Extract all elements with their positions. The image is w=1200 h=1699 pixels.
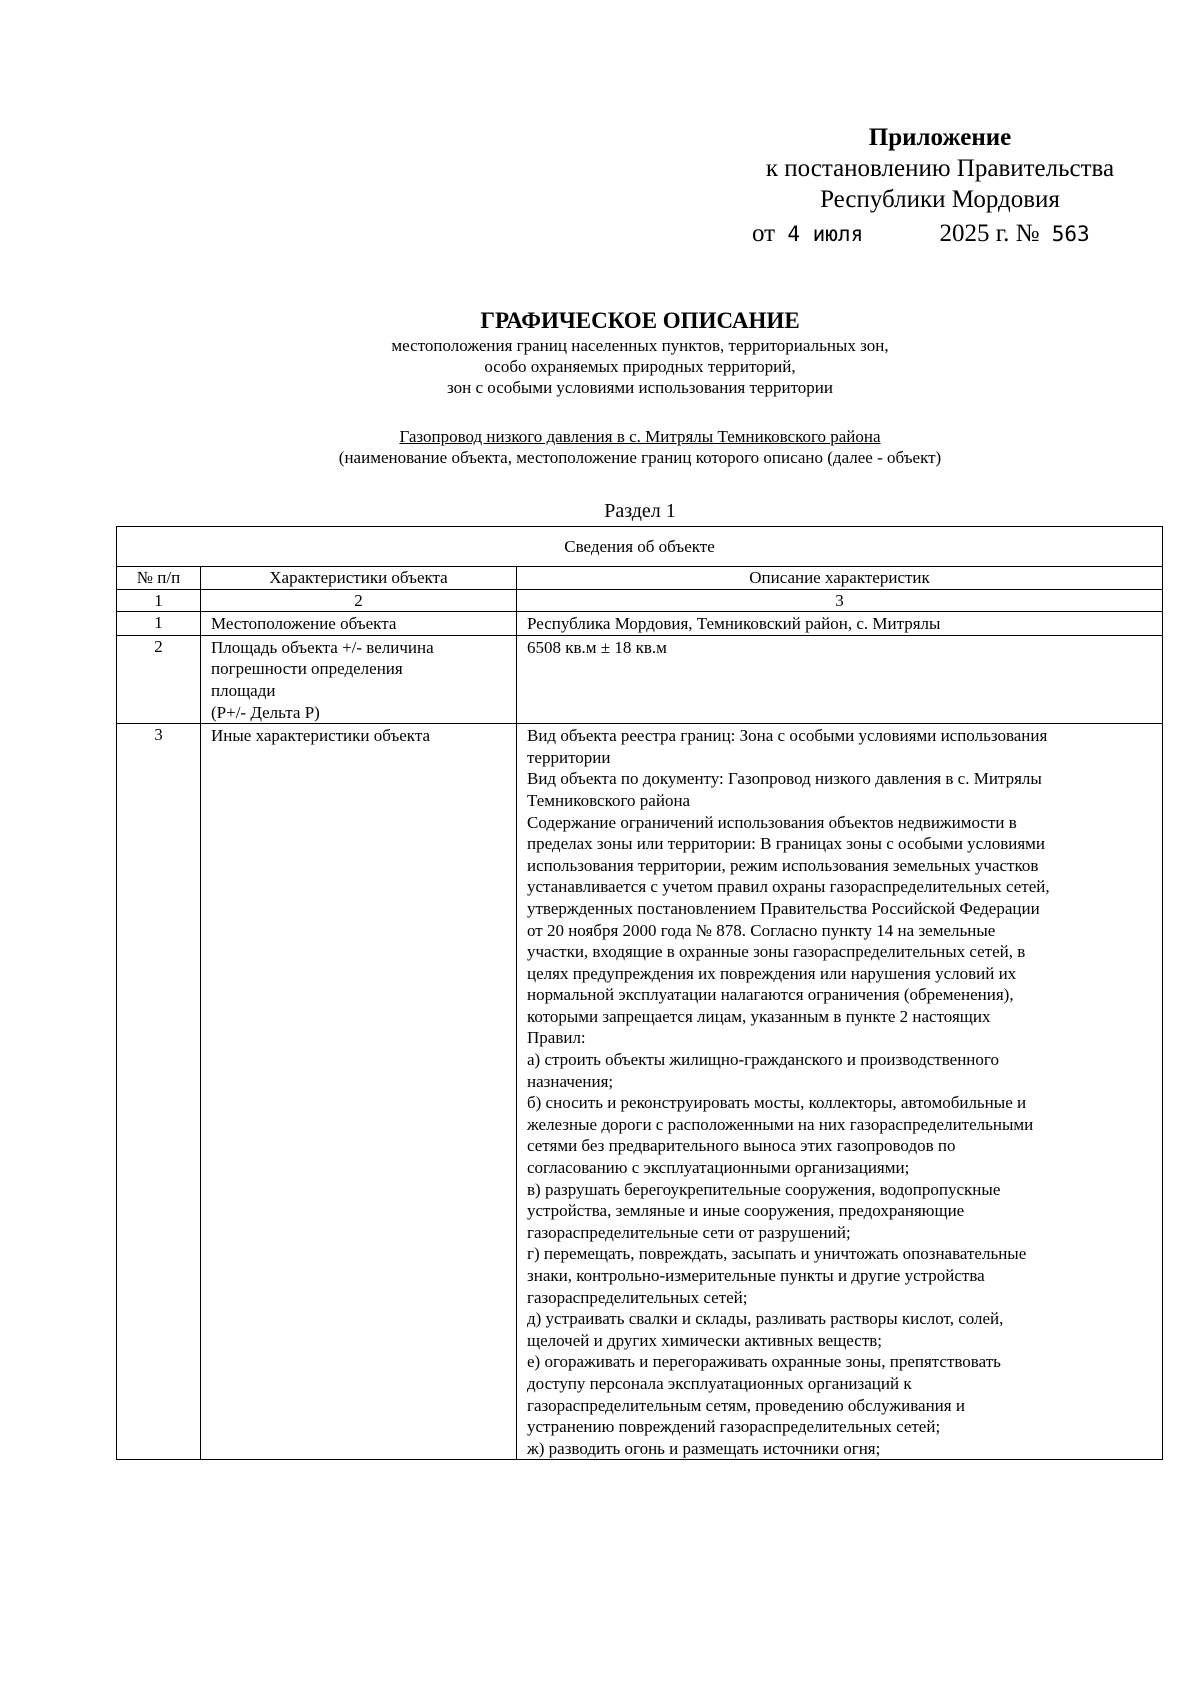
description-line: газораспределительным сетям, проведению обслуживания и <box>527 1395 965 1415</box>
document-title: ГРАФИЧЕСКОЕ ОПИСАНИЕ <box>480 308 800 333</box>
column-number-1: 1 <box>117 589 201 612</box>
description-line: Темниковского района <box>527 790 691 810</box>
characteristic-line: (P+/- Дельта P) <box>211 702 320 722</box>
description-line: 6508 кв.м ± 18 кв.м <box>527 637 667 657</box>
table-row <box>117 724 1163 1460</box>
description-line: от 20 ноября 2000 года № 878. Согласно пункту 14 на земельные <box>527 920 996 940</box>
row-description <box>517 612 1163 636</box>
table-column-number-row <box>117 589 1163 612</box>
description-line: знаки, контрольно-измерительные пункты и другие устройства <box>527 1266 985 1285</box>
date-day: 4 июля <box>787 222 864 246</box>
appendix-title: Приложение <box>868 124 1012 151</box>
characteristic-line: площади <box>211 680 276 700</box>
description-line: газораспределительные сети от разрушений; <box>527 1222 851 1242</box>
row-description <box>517 635 1163 723</box>
description-line: Содержание ограничений использования объектов недвижимости в <box>527 812 1017 832</box>
description-line: доступу персонала эксплуатационных организаций к <box>527 1373 912 1393</box>
characteristic-line: погрешности определения <box>211 659 403 679</box>
description-line: а) строить объекты жилищно-гражданского и производственного <box>527 1050 999 1070</box>
description-line: щелочей и других химически активных веществ; <box>527 1330 882 1350</box>
header-num: № п/п <box>117 567 201 590</box>
description-line: устранению повреждений газораспределительных сетей; <box>527 1417 941 1437</box>
description-line: устанавливается с учетом правил охраны газораспределительных сетей, <box>527 877 1050 897</box>
description-line: б) сносить и реконструировать мосты, коллекторы, автомобильные и <box>527 1093 1027 1113</box>
description-line: территории <box>527 747 611 767</box>
decree-number: 563 <box>1051 222 1090 246</box>
description-line: устройства, земляные и иные сооружения, предохраняющие <box>527 1201 965 1221</box>
description-line: д) устраивать свалки и склады, разливать растворы кислот, солей, <box>527 1309 1004 1329</box>
description-line: Правил: <box>527 1028 586 1048</box>
object-caption: (наименование объекта, местоположение границ которого описано (далее - объект) <box>338 448 942 467</box>
date-year: 2025 г. № <box>939 220 1040 247</box>
object-block <box>150 426 1130 468</box>
object-info-table <box>116 526 1163 1460</box>
characteristic-line: Площадь объекта +/- величина <box>211 637 434 657</box>
row-characteristic <box>201 635 517 723</box>
description-line: Вид объекта по документу: Газопровод низкого давления в с. Митрялы <box>527 769 1042 789</box>
description-line: которыми запрещается лицам, указанным в пункте 2 настоящих <box>527 1006 991 1026</box>
header-description: Описание характеристик <box>517 567 1163 590</box>
table-header-row <box>117 567 1163 590</box>
appendix-line-1: к постановлению Правительства <box>765 155 1115 182</box>
description-line: сетями без предварительного выноса этих газопроводов по <box>527 1136 956 1156</box>
heading-subline-2: особо охраняемых природных территорий, <box>484 357 796 376</box>
table-caption-row <box>117 527 1163 567</box>
date-prefix: от <box>752 220 776 247</box>
description-line: участки, входящие в охранные зоны газораспределительных сетей, в <box>527 942 1026 962</box>
description-line: Республика Мордовия, Темниковский район, с. Митрялы <box>527 614 941 634</box>
column-number-3: 3 <box>517 589 1163 612</box>
description-line: в) разрушать берегоукрепительные сооружения, водопропускные <box>527 1179 1001 1199</box>
table-row <box>117 635 1163 723</box>
description-line: Вид объекта реестра границ: Зона с особыми условиями использования <box>527 726 1048 746</box>
description-line: газораспределительных сетей; <box>527 1287 748 1307</box>
description-line: е) огораживать и перегораживать охранные зоны, препятствовать <box>527 1352 1001 1372</box>
description-line: пределах зоны или территории: В границах зоны с особыми условиями <box>527 834 1046 854</box>
row-num: 3 <box>117 724 201 1460</box>
description-line: согласованию с эксплуатационными организациями; <box>527 1158 910 1178</box>
table-caption: Сведения об объекте <box>117 527 1163 567</box>
description-line: железные дороги с расположенными на них газораспределительными <box>527 1114 1034 1134</box>
row-description <box>517 724 1163 1460</box>
heading-subline-3: зон с особыми условиями использования территории <box>447 378 833 397</box>
header-characteristic: Характеристики объекта <box>201 567 517 590</box>
appendix-block <box>720 122 1160 215</box>
row-num: 1 <box>117 612 201 636</box>
description-line: утвержденных постановлением Правительства Российской Федерации <box>527 898 1040 918</box>
row-characteristic <box>201 724 517 1460</box>
decree-date-line <box>752 218 1090 250</box>
description-line: нормальной эксплуатации налагаются ограничения (обременения), <box>527 985 1014 1005</box>
column-number-2: 2 <box>201 589 517 612</box>
description-line: назначения; <box>527 1071 614 1091</box>
appendix-line-2: Республики Мордовия <box>820 186 1060 213</box>
object-name: Газопровод низкого давления в с. Митрялы Темниковского района <box>399 427 881 446</box>
row-num: 2 <box>117 635 201 723</box>
description-line: г) перемещать, повреждать, засыпать и уничтожать опознавательные <box>527 1244 1027 1264</box>
description-line: ж) разводить огонь и размещать источники огня; <box>527 1438 881 1458</box>
characteristic-line: Иные характеристики объекта <box>211 726 431 746</box>
description-line: целях предупреждения их повреждения или нарушения условий их <box>527 963 1017 983</box>
description-line: использования территории, режим использования земельных участков <box>527 855 1039 875</box>
document-heading <box>150 307 1130 398</box>
row-characteristic <box>201 612 517 636</box>
heading-subline-1: местоположения границ населенных пунктов, территориальных зон, <box>391 336 889 355</box>
section-label: Раздел 1 <box>604 500 676 522</box>
characteristic-line: Местоположение объекта <box>211 614 397 634</box>
table-row <box>117 612 1163 636</box>
